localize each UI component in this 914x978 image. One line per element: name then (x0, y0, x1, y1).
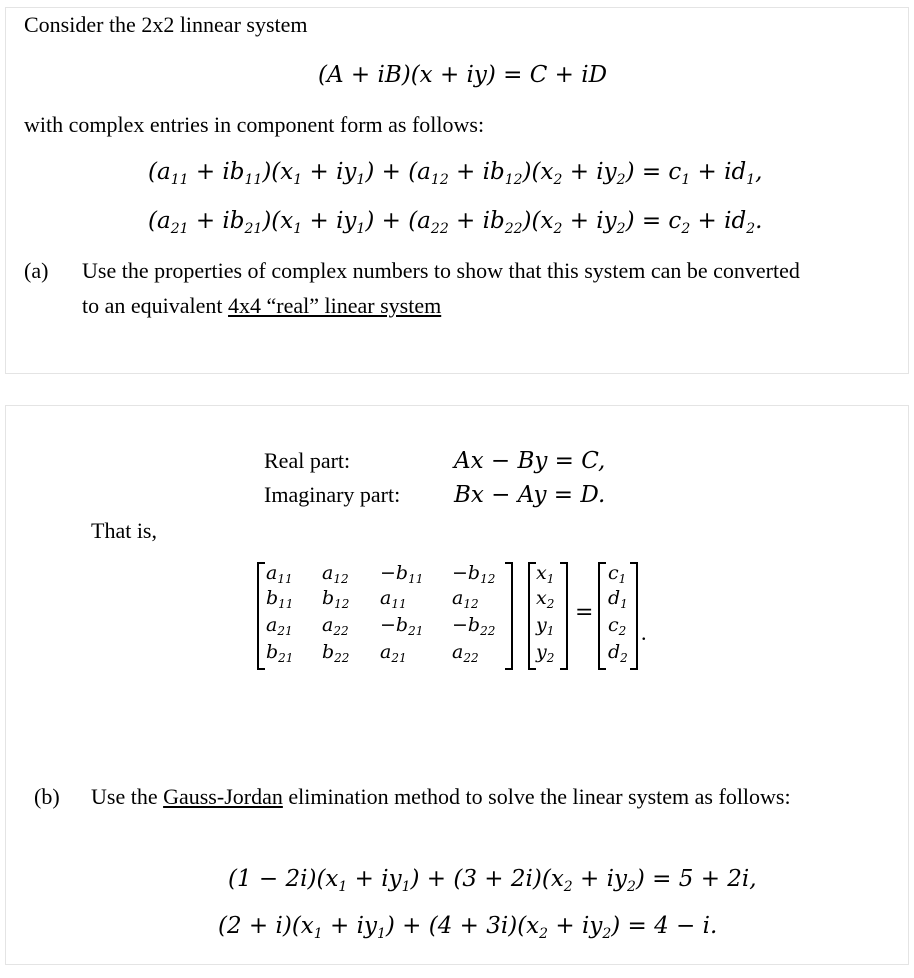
matrix-right-bracket (505, 562, 513, 670)
matrix-cell: $a_{21}$ (266, 614, 293, 638)
imaginary-part-equation: Bx − Ay = D. (454, 482, 606, 508)
vector-rhs-left-bracket (598, 562, 606, 670)
vector-x-entry: $y_1$ (536, 614, 555, 638)
matrix-cell: $a_{11}$ (380, 587, 407, 611)
matrix-cell: $-b_{21}$ (380, 614, 424, 638)
real-part-label: Real part: (264, 448, 351, 473)
matrix-cell: $-b_{11}$ (380, 562, 424, 586)
matrix-cell: $a_{21}$ (380, 641, 407, 665)
exercise-equation-1: $(1 - 2i)(x_1 + iy_1) + (3 + 2i)(x_2 + iy_2) = 5 + 2i$, (228, 866, 757, 895)
matrix-cell: $a_{22}$ (452, 641, 479, 665)
vector-x-entry: $y_2$ (536, 641, 555, 665)
vector-rhs-entry: $c_2$ (608, 614, 627, 638)
system-equation: (A + iB)(x + iy) = C + iD (318, 62, 608, 88)
that-is-text: That is, (91, 518, 157, 543)
exercise-equation-2: $(2 + i)(x_1 + iy_1) + (4 + 3i)(x_2 + iy_2) = 4 - i$. (218, 913, 718, 942)
part-b-label: (b) (34, 784, 60, 809)
matrix-equals-sign: = (575, 600, 594, 625)
matrix-cell: $a_{22}$ (322, 614, 349, 638)
vector-rhs-entry: $d_1$ (608, 587, 628, 611)
matrix-cell: $-b_{12}$ (452, 562, 496, 586)
matrix-cell: $b_{11}$ (266, 587, 294, 611)
gauss-jordan-link[interactable]: Gauss-Jordan (163, 784, 283, 809)
vector-x-left-bracket (528, 562, 536, 670)
matrix-cell: $a_{12}$ (322, 562, 349, 586)
part-a-label: (a) (24, 258, 49, 283)
matrix-cell: $b_{21}$ (266, 641, 294, 665)
matrix-cell: $b_{12}$ (322, 587, 350, 611)
imaginary-part-label: Imaginary part: (264, 482, 401, 507)
part-b-question-prefix: Use the (91, 784, 164, 809)
vector-rhs-entry: $c_1$ (608, 562, 627, 586)
part-a-question-line1: Use the properties of complex numbers to show that this system can be converted (82, 258, 800, 283)
vector-x-right-bracket (560, 562, 568, 670)
matrix-left-bracket (257, 562, 265, 670)
component-equation-2: $(a_{21} + ib_{21})(x_1 + iy_1) + (a_{22} + ib_{22})(x_2 + iy_2) = c_2 + id_2$. (148, 208, 763, 237)
matrix-cell: $b_{22}$ (322, 641, 350, 665)
vector-rhs-right-bracket (630, 562, 638, 670)
part-b-question (91, 784, 791, 810)
part-b-question-suffix: elimination method to solve the linear system as follows: (282, 784, 791, 809)
vector-x-entry: $x_2$ (536, 587, 555, 611)
component-intro-text: with complex entries in component form as follows: (24, 112, 485, 137)
component-equation-1: $(a_{11} + ib_{11})(x_1 + iy_1) + (a_{12} + ib_{12})(x_2 + iy_2) = c_1 + id_1$, (148, 159, 763, 188)
matrix-cell: $a_{11}$ (266, 562, 293, 586)
matrix-cell: $a_{12}$ (452, 587, 479, 611)
vector-rhs-entry: $d_2$ (608, 641, 628, 665)
matrix-period: . (641, 620, 647, 645)
part-a-question-prefix: to an equivalent (82, 293, 229, 318)
real-linear-system-link[interactable]: 4x4 “real” linear system (228, 293, 442, 318)
matrix-cell: $-b_{22}$ (452, 614, 496, 638)
vector-x-entry: $x_1$ (536, 562, 555, 586)
part-a-question-line2 (82, 293, 441, 319)
real-part-equation: Ax − By = C, (454, 448, 606, 474)
intro-text: Consider the 2x2 linnear system (24, 12, 308, 37)
